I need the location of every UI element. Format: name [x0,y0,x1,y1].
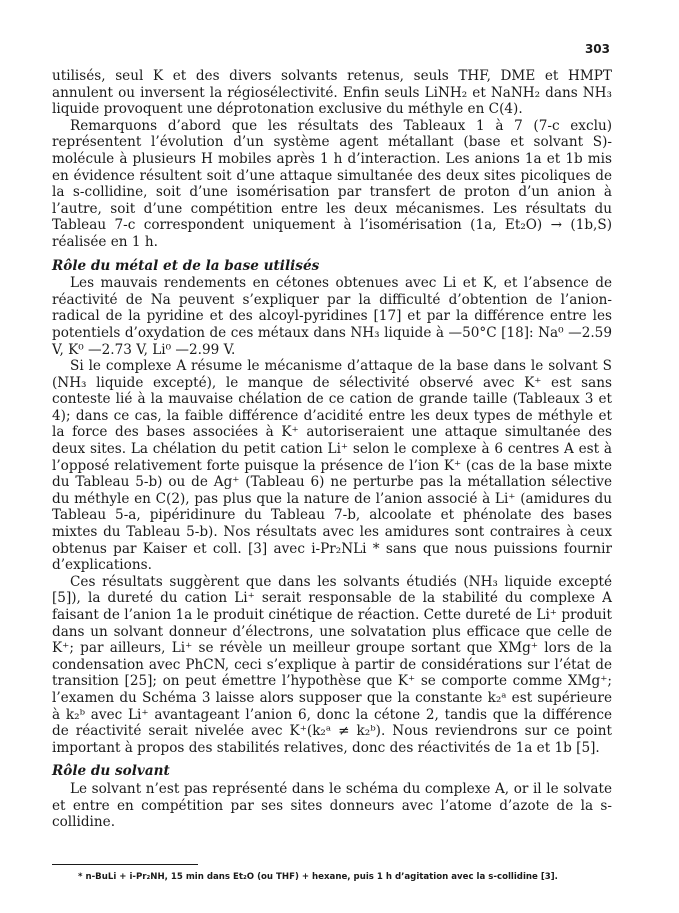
footnote-divider [52,864,198,865]
body-text [52,68,612,831]
section-heading-solvent: Rôle du solvant [52,763,170,780]
paragraph-yields: Les mauvais rendements en cétones obtenues avec Li et K, et l’absence de réactivité de Na peuvent s’expliquer par la difficulté d’obtention de l’anion-radical de la pyridine et des alcoyl-pyridines [17] et par la différence entre les potentiels d’oxydation de ces métaux dans NH₃ liquide à —50°C [18]: Na⁰ —2.59 V, K⁰ —2.73 V, Li⁰ —2.99 V. [52,275,612,358]
paragraph-complex-a: Si le complexe A résume le mécanisme d’attaque de la base dans le solvant S (NH₃ liquide excepté), le manque de sélectivité observé avec K⁺ est sans conteste lié à la mauvaise chélation de ce cation de grande taille (Tableaux 3 et 4); dans ce cas, la faible différence d’acidité entre les deux types de méthyle et la force des bases associées à K⁺ autoriseraient une attaque simultanée des deux sites. La chélation du petit cation Li⁺ selon le complexe à 6 centres A est à l’opposé relativement forte puisque la présence de l’ion K⁺ (cas de la base mixte du Tableau 5-b) ou de Ag⁺ (Tableau 6) ne perturbe pas la métallation sélective du méthyle en C(2), pas plus que la nature de l’anion associé à Li⁺ (amidures du Tableau 5-a, pipéridinure du Tableau 7-b, alcoolate et phénolate des bases mixtes du Tableau 5-b). Nos résultats avec les amidures sont contraires à ceux obtenus par Kaiser et coll. [3] avec i-Pr₂NLi * sans que nous puissions fournir d’explications. [52,358,612,574]
page-number: 303 [584,42,610,56]
paragraph-cation-hardness: Ces résultats suggèrent que dans les solvants étudiés (NH₃ liquide excepté [5]), la dureté du cation Li⁺ serait responsable de la stabilité du complexe A faisant de l’anion 1a le produit cinétique de réaction. Cette dureté de Li⁺ produit dans un solvant donneur d’électrons, une solvatation plus efficace que celle de K⁺; par ailleurs, Li⁺ se révèle un meilleur groupe sortant que XMg⁺ lors de la condensation avec PhCN, ceci s’explique à partir de considérations sur l’état de transition [25]; on peut émettre l’hypothèse que K⁺ se comporte comme XMg⁺; l’examen du Schéma 3 laisse alors supposer que la constante k₂ᵃ est supérieure à k₂ᵇ avec Li⁺ avantageant l’anion 6, donc la cétone 2, tandis que la différence de réactivité serait nivelée avec K⁺(k₂ᵃ ≠ k₂ᵇ). Nous reviendrons sur ce point important à propos des stabilités relatives, donc des réactivités de 1a et 1b [5]. [52,573,612,756]
paragraph-metallating-system: Remarquons d’abord que les résultats des Tableaux 1 à 7 (7-c exclu) représentent l’évolution d’un système agent métallant (base et solvant S)-molécule à plusieurs H mobiles après 1 h d’interaction. Les anions 1a et 1b mis en évidence résultent soit d’une attaque simultanée des deux sites picoliques de la s-collidine, soit d’une isomérisation par transfert de proton d’un anion à l’autre, soit d’une compétition entre les deux mécanismes. Les résultats du Tableau 7-c correspondent uniquement à l’isomérisation (1a, Et₂O) → (1b,S) réalisée en 1 h. [52,117,612,250]
paragraph-regioselectivity: utilisés, seul K et des divers solvants retenus, seuls THF, DME et HMPT annulent ou inversent la régiosélectivité. Enfin seuls LiNH₂ et NaNH₂ dans NH₃ liquide provoquent une déprotonation exclusive du méthyle en C(4). [52,68,612,118]
paragraph-solvent: Le solvant n’est pas représenté dans le schéma du complexe A, or il le solvate et entre en compétition par ses sites donneurs avec l’atome d’azote de la s-collidine. [52,780,612,831]
footnote: * n-BuLi + i-Pr₂NH, 15 min dans Et₂O (ou THF) + hexane, puis 1 h d’agitation avec la s-collidine [3]. [78,872,558,882]
section-heading-metal-base: Rôle du métal et de la base utilisés [52,257,320,274]
